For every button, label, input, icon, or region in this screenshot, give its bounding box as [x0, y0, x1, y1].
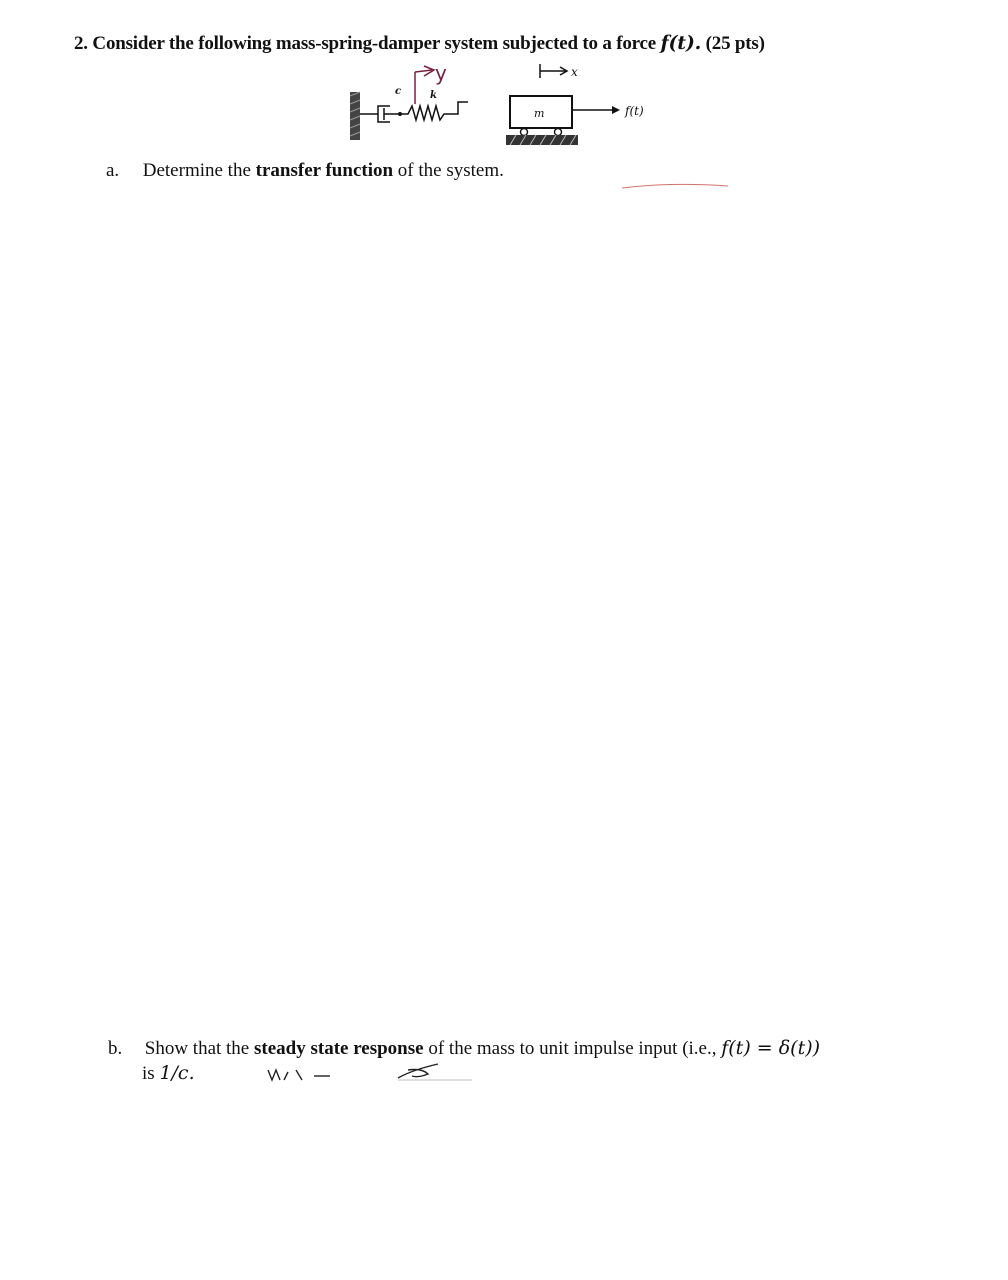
- red-pen-stroke: [620, 176, 730, 196]
- part-b-bold: steady state response: [254, 1038, 424, 1059]
- damper: [360, 106, 400, 122]
- part-a-text-before: Determine the: [142, 160, 251, 181]
- part-b-marker: b.: [108, 1038, 123, 1059]
- part-a-bold: transfer function: [255, 160, 394, 181]
- spring: [400, 102, 468, 120]
- mass-spring-damper-diagram: [340, 62, 680, 157]
- ground: [506, 135, 578, 145]
- question-number: 2.: [74, 33, 88, 54]
- part-b-text-before: Show that the: [144, 1038, 250, 1059]
- part-b-line2-math: 1/c.: [159, 1062, 195, 1084]
- mass-label: m: [534, 107, 545, 120]
- part-b-math: f(t) = δ(t)): [721, 1037, 821, 1059]
- force-symbol: f(t).: [660, 32, 702, 54]
- displacement-arrow: [540, 64, 567, 78]
- part-b-line2-text: is: [142, 1063, 155, 1084]
- part-a: [106, 160, 504, 182]
- question-points: (25 pts): [705, 33, 765, 54]
- part-b-text-after: of the mass to unit impulse input (i.e.,: [428, 1038, 717, 1059]
- handwritten-y-label: y: [435, 62, 447, 85]
- question-text: Consider the following mass-spring-damper system subjected to a force: [92, 33, 656, 54]
- displacement-label: x: [571, 65, 578, 79]
- question-header: [74, 32, 974, 55]
- part-a-text-after: of the system.: [397, 160, 504, 181]
- handwritten-scribble: [262, 1060, 482, 1090]
- force-label: f(t): [625, 104, 644, 118]
- part-a-marker: a.: [106, 160, 120, 181]
- spring-label: k: [430, 90, 437, 101]
- damper-label: c: [395, 86, 402, 97]
